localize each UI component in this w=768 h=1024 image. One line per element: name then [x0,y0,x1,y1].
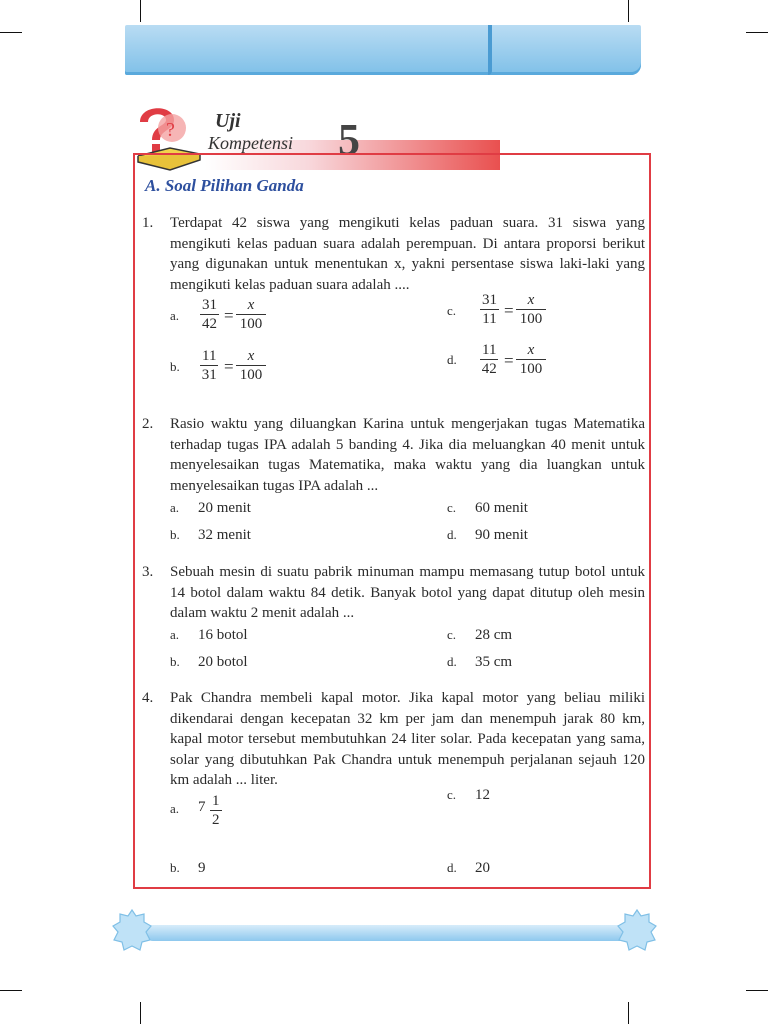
question-number: 4. [142,690,154,706]
question-text: Sebuah mesin di suatu pabrik minuman mampu memasang tutup botol untuk 14 botol dalam waktu 84 detik. Banyak botol yang dapat ditutup oleh mesin dalam waktu 2 menit adalah ... [170,564,645,621]
equals-sign: = [504,351,514,370]
question-1 [142,213,645,295]
fraction: $\frac{11}{31}$ [201,348,217,383]
question-4 [142,688,645,791]
svg-text:?: ? [166,119,175,141]
crop-mark [628,0,629,22]
question-3 [142,562,645,624]
top-banner [125,25,641,75]
crop-mark [746,32,768,33]
fraction: $\frac{x}{100}$ [236,347,266,384]
crop-mark [140,1002,141,1024]
option-label: a. [170,308,180,323]
question-number: 3. [142,564,154,580]
question-number: 2. [142,416,154,432]
equals-sign: = [504,301,514,320]
fraction: $\frac{11}{42}$ [481,342,497,377]
fraction: $\frac{x}{100}$ [516,341,546,378]
section-title: A. Soal Pilihan Ganda [145,176,304,195]
equals-sign: = [224,357,234,376]
crop-mark [0,990,22,991]
crop-mark [746,990,768,991]
option-label: b. [170,359,180,374]
question-number: 1. [142,215,154,231]
question-text: Terdapat 42 siswa yang mengikuti kelas paduan suara. 31 siswa yang mengikuti kelas paduan suara adalah perempuan. Di antara proporsi berikut yang digunakan untuk menentukan x, yakni persentase siswa laki-laki yang mengikuti kelas paduan suara adalah .... [170,215,645,293]
header-uji: Uji [215,110,241,132]
crop-mark [628,1002,629,1024]
mixed-fraction: $\frac{1}{2}$ [212,793,220,828]
header-kompetensi: Kompetensi [208,133,293,153]
cloud-ornament-icon [112,908,152,952]
question-text: Rasio waktu yang diluangkan Karina untuk mengerjakan tugas Matematika terhadap tugas IPA adalah 5 banding 4. Jika dia meluangkan 40 menit untuk menyelesaikan tugas Matematika, maka waktu yang dia luangkan untuk menyelesaikan tugas IPA adalah ... [170,416,645,494]
option-label: c. [447,303,457,318]
bottom-banner [145,925,635,941]
fraction: $\frac{x}{100}$ [236,296,266,333]
crop-mark [0,32,22,33]
question-2 [142,414,645,496]
equals-sign: = [224,306,234,325]
cloud-ornament-icon [617,908,657,952]
crop-mark [140,0,141,22]
fraction: $\frac{x}{100}$ [516,291,546,328]
chapter-number: 5 [338,115,360,164]
fraction: $\frac{31}{11}$ [482,292,497,327]
option-label: d. [447,352,457,367]
question-text: Pak Chandra membeli kapal motor. Jika kapal motor yang beliau miliki dikendarai dengan kecepatan 32 km per jam dan menempuh jarak 80 km, kapal motor tersebut membutuhkan 24 liter solar. Pada kecepatan yang sama, solar yang dibutuhkan Pak Chandra untuk menempuh perjalanan sejauh 120 km adalah ... liter. [170,690,645,788]
fraction: $\frac{31}{42}$ [202,297,217,332]
